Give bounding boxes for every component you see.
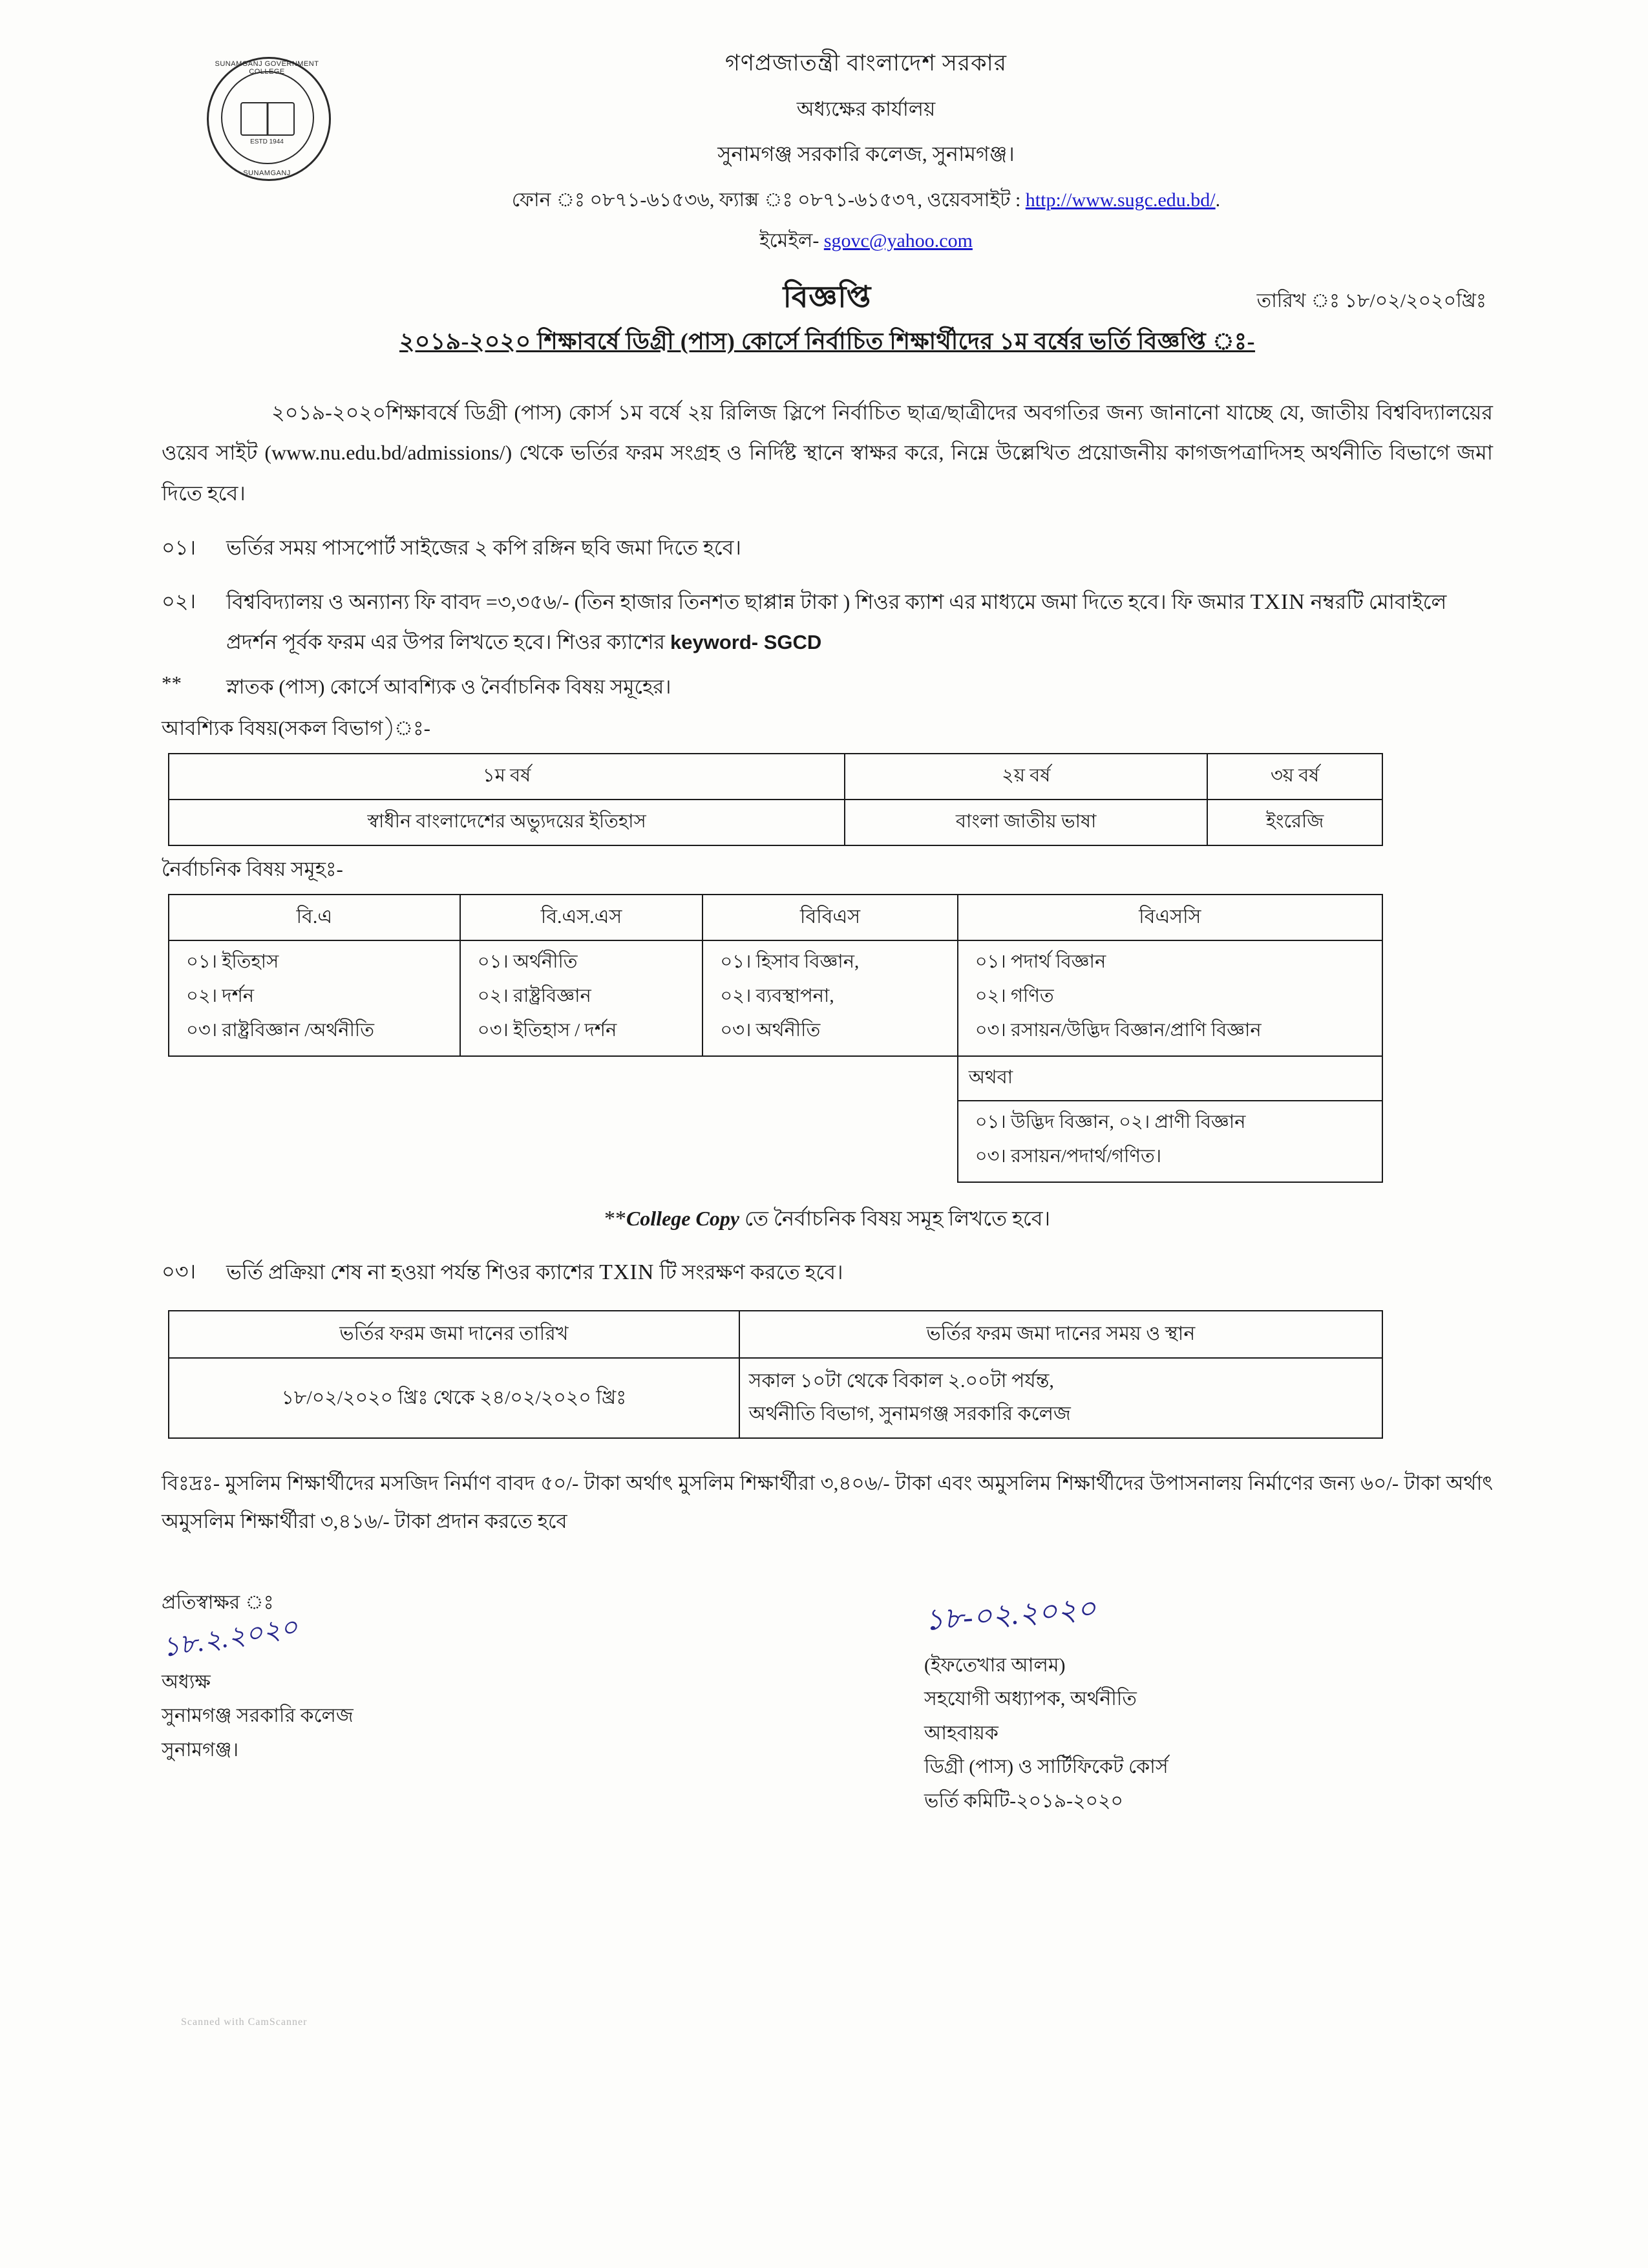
col-header-time-place: ভর্তির ফরম জমা দানের সময় ও স্থান [739, 1311, 1382, 1358]
notice-subject: ২০১৯-২০২০ শিক্ষাবর্ষে ডিগ্রী (পাস) কোর্সে নির্বাচিত শিক্ষার্থীদের ১ম বর্ষের ভর্তি বিজ্ঞপ্তি ঃ- [399, 328, 1256, 354]
bsc-subject-list [975, 947, 1378, 1050]
compulsory-subjects-table [168, 753, 1383, 846]
col-header-ba: বি.এ [169, 895, 460, 940]
document-body [162, 45, 1493, 1864]
table-header-row [169, 895, 1382, 940]
cell-bsc-subjects [958, 940, 1382, 1056]
bbs-subject-1: ০১। হিসাব বিজ্ঞান, [720, 951, 860, 973]
principal-signature-block [162, 1586, 354, 1767]
optional-label: নৈর্বাচনিক বিষয় সমূহঃ- [162, 858, 343, 881]
principal-title: অধ্যক্ষ [162, 1671, 211, 1693]
footnote: বিঃদ্রঃ- মুসলিম শিক্ষার্থীদের মসজিদ নির্মাণ বাবদ ৫০/- টাকা অর্থাৎ মুসলিম শিক্ষার্থীরা ৩,৪০৬/- টাকা এবং অমুসলিম শিক্ষার্থীদের উপাসনালয় নির্মাণের জন্য ৬০/- টাকা অর্থাৎ অমুসলিম শিক্ষার্থীরা ৩,৪১৬/- টাকা প্রদান করতে হবে [162, 1472, 1493, 1533]
cell-year1-subject: স্বাধীন বাংলাদেশের অভ্যুদয়ের ইতিহাস [169, 800, 845, 845]
document-header [162, 45, 1493, 258]
list-item [186, 1015, 456, 1050]
bsc-subject-3: ০৩। রসায়ন/উদ্ভিদ বিজ্ঞান/প্রাণি বিজ্ঞান [975, 1020, 1262, 1041]
bss-subject-1: ০১। অর্থনীতি [477, 951, 578, 973]
convener-handwritten-date: ১৮-০২.২০২০ [923, 1591, 1097, 1637]
item-number: ০২। [162, 589, 196, 613]
college-copy-emphasis: College Copy [626, 1207, 740, 1231]
item-text [226, 582, 1493, 661]
list-item [975, 1107, 1378, 1141]
ba-subject-1: ০১। ইতিহাস [186, 951, 279, 973]
cell-bss-subjects [460, 940, 703, 1056]
contact-prefix: ফোন ঃ ০৮৭১-৬১৫৩৬, ফ্যাক্স ঃ ০৮৭১-৬১৫৩৭, ওয়েবসাইট : [511, 189, 1026, 211]
bsc-subject-1: ০১। পদার্থ বিজ্ঞান [975, 951, 1106, 973]
notice-title: বিজ্ঞপ্তি [783, 281, 872, 313]
optional-subjects-table [168, 894, 1383, 1183]
list-item [975, 1141, 1378, 1176]
notice-date: তারিখ ঃ ১৮/০২/২০২০খ্রিঃ [1256, 290, 1486, 312]
committee-line-1: ডিগ্রী (পাস) ও সার্টিফিকেট কোর্স [924, 1756, 1168, 1778]
place-line: অর্থনীতি বিভাগ, সুনামগঞ্জ সরকারি কলেজ [748, 1403, 1071, 1425]
list-item [162, 529, 1493, 567]
item-text-part2: টি সংরক্ষণ করতে হবে। [654, 1260, 843, 1284]
list-item [720, 981, 953, 1015]
college-line: সুনামগঞ্জ সরকারি কলেজ, সুনামগঞ্জ। [717, 142, 1015, 165]
notice-paragraph: ২০১৯-২০২০শিক্ষাবর্ষে ডিগ্রী (পাস) কোর্স ১ম বর্ষে ২য় রিলিজ স্লিপে নির্বাচিত ছাত্র/ছাত্রীদের অবগতির জন্য জানানো যাচ্ছে যে, জাতীয় বিশ্ববিদ্যালয়ের ওয়েব সাইট (www.nu.edu.bd/admissions/) থেকে ভর্তির ফরম সংগ্রহ ও নির্দিষ্ট স্থানে স্বাক্ষর করে, নিম্নে উল্লেখিত প্রয়োজনীয় কাগজপত্রাদিসহ অর্থনীতি বিভাগে জমা দিতে হবে। [162, 401, 1493, 505]
cell-bsc-alt-subjects [958, 1101, 1382, 1182]
bss-subject-3: ০৩। ইতিহাস / দর্শন [477, 1020, 617, 1041]
list-item [478, 981, 699, 1015]
col-header-bsc: বিএসসি [958, 895, 1382, 940]
countersign-label: প্রতিস্বাক্ষর ঃ [162, 1592, 274, 1614]
convener-signature-block [924, 1586, 1168, 1818]
table-row [169, 1056, 1382, 1101]
table-row [169, 1358, 1382, 1438]
list-item [186, 947, 456, 981]
college-copy-text: তে নৈর্বাচনিক বিষয় সমূহ লিখতে হবে। [739, 1207, 1051, 1231]
bss-subject-2: ০২। রাষ্ট্রবিজ্ঞান [477, 986, 591, 1007]
txin-label: TXIN [599, 1260, 655, 1285]
contact-line [239, 184, 1493, 217]
col-header-bbs: বিবিএস [703, 895, 957, 940]
convener-role: আহবায়ক [924, 1722, 998, 1744]
principal-handwritten-date: ১৮.২.২০২০ [160, 1612, 301, 1664]
table-row [169, 800, 1382, 845]
surecash-keyword: keyword- SGCD [670, 631, 822, 654]
bsc-alt-subject-1: ০১। উদ্ভিদ বিজ্ঞান, ০২। প্রাণী বিজ্ঞান [975, 1112, 1246, 1133]
notice-title-row [162, 275, 1493, 320]
email-link[interactable]: sgovc@yahoo.com [823, 230, 973, 251]
college-copy-note: **College Copy তে নৈর্বাচনিক বিষয় সমূহ লিখতে হবে। [604, 1207, 1051, 1231]
cell-year3-subject: ইংরেজি [1207, 800, 1382, 845]
item-text-part1: ভর্তি প্রক্রিয়া শেষ না হওয়া পর্যন্ত শিওর ক্যাশের [226, 1260, 600, 1284]
list-item [720, 947, 953, 981]
committee-line-2: ভর্তি কমিটি-২০১৯-২০২০ [924, 1790, 1124, 1812]
star-marker: ** [162, 672, 182, 695]
submission-schedule-table [168, 1310, 1383, 1439]
bsc-alt-subject-2: ০৩। রসায়ন/পদার্থ/গণিত। [975, 1146, 1162, 1167]
time-line: সকাল ১০টা থেকে বিকাল ২.০০টা পর্যন্ত, [748, 1370, 1054, 1392]
col-header-year3: ৩য় বর্ষ [1207, 754, 1382, 800]
item-text-part1: বিশ্ববিদ্যালয় ও অন্যান্য ফি বাবদ =৩,৩৫৬/- (তিন হাজার তিনশত ছাপ্পান্ন টাকা ) শিওর ক্যাশ এর মাধ্যমে জমা দিতে হবে। ফি জমার [226, 590, 1251, 614]
item-text: ভর্তির সময় পাসপোর্ট সাইজের ২ কপি রঙ্গিন ছবি জমা দিতে হবে। [226, 536, 741, 560]
list-item [720, 1015, 953, 1050]
bbs-subject-3: ০৩। অর্থনীতি [720, 1020, 821, 1041]
bbs-subject-list [720, 947, 953, 1050]
item-number: ০৩। [162, 1260, 196, 1284]
contact-suffix: . [1215, 189, 1221, 211]
col-header-year1: ১ম বর্ষ [169, 754, 845, 800]
cell-bsc-alt-label: অথবা [958, 1056, 1382, 1101]
col-header-date: ভর্তির ফরম জমা দানের তারিখ [169, 1311, 739, 1358]
col-header-bss: বি.এস.এস [460, 895, 703, 940]
college-seal-logo [207, 57, 330, 180]
seal-top-text: SUNAMGANJ GOVERNMENT COLLEGE [215, 60, 319, 76]
list-item [975, 1015, 1378, 1050]
govt-line: গণপ্রজাতন্ত্রী বাংলাদেশ সরকার [724, 50, 1008, 76]
website-link[interactable]: http://www.sugc.edu.bd/ [1025, 189, 1216, 211]
cell-submission-date: ১৮/০২/২০২০ খ্রিঃ থেকে ২৪/০২/২০২০ খ্রিঃ [169, 1358, 739, 1438]
bss-subject-list [478, 947, 699, 1050]
email-line [239, 225, 1493, 258]
ba-subject-list [186, 947, 456, 1050]
convener-designation: সহযোগী অধ্যাপক, অর্থনীতি [924, 1688, 1137, 1710]
bsc-alt-subject-list [975, 1107, 1378, 1176]
compulsory-label: আবশ্যিক বিষয়(সকল বিভাগ)ঃ- [162, 717, 431, 740]
list-item [186, 981, 456, 1015]
office-line: অধ্যক্ষের কার্যালয় [796, 98, 936, 120]
scanner-watermark: Scanned with CamScanner [181, 2017, 308, 2028]
list-item [162, 582, 1493, 661]
ba-subject-2: ০২। দর্শন [186, 986, 255, 1007]
seal-bottom-text: SUNAMGANJ [243, 169, 291, 177]
list-item [975, 981, 1378, 1015]
col-header-year2: ২য় বর্ষ [845, 754, 1207, 800]
seal-estd-text: ESTD 1944 [250, 138, 284, 145]
cell-ba-subjects [169, 940, 460, 1056]
txin-label: TXIN [1250, 590, 1305, 615]
signature-area [162, 1586, 1493, 1864]
cell-year2-subject: বাংলা জাতীয় ভাষা [845, 800, 1207, 845]
table-header-row [169, 1311, 1382, 1358]
cell-time-place [739, 1358, 1382, 1438]
item-text-part2: নম্বরটি মোবাইলে প্রদর্শন পূর্বক ফরম এর উপর লিখতে হবে। শিওর ক্যাশের [226, 590, 1447, 654]
list-item [162, 1253, 1493, 1293]
open-book-icon [240, 102, 295, 136]
item-text [226, 1253, 1493, 1293]
principal-district: সুনামগঞ্জ। [162, 1739, 239, 1761]
table-row [169, 940, 1382, 1056]
email-prefix: ইমেইল- [759, 230, 824, 251]
star-note [162, 672, 1493, 705]
header-text-block [162, 45, 1493, 258]
cell-bbs-subjects [703, 940, 957, 1056]
bsc-subject-2: ০২। গণিত [975, 986, 1054, 1007]
item-number: ০১। [162, 536, 196, 560]
table-header-row [169, 754, 1382, 800]
spacer-cell [169, 1056, 958, 1182]
list-item [975, 947, 1378, 981]
convener-name: (ইফতেখার আলম) [924, 1654, 1066, 1676]
star-note-text: স্নাতক (পাস) কোর্সে আবশ্যিক ও নৈর্বাচনিক বিষয় সমূহের। [226, 675, 671, 699]
ba-subject-3: ০৩। রাষ্ট্রবিজ্ঞান /অর্থনীতি [186, 1020, 374, 1041]
principal-college: সুনামগঞ্জ সরকারি কলেজ [162, 1705, 354, 1727]
bbs-subject-2: ০২। ব্যবস্থাপনা, [720, 986, 834, 1007]
list-item [478, 1015, 699, 1050]
list-item [478, 947, 699, 981]
